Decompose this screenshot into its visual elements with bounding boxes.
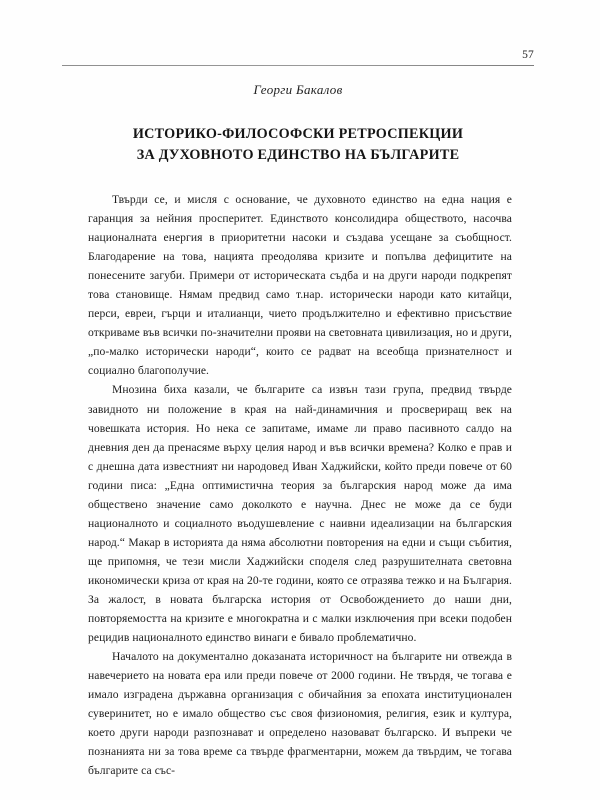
paragraph: Мнозина биха казали, че българите са извън тази група, предвид твърде завидното ни положение в края на най-динамичния и просвериращ век на човешката история. Но нека се запитаме, имаме ли право пасивното салдо на дневния ден да пренасяме върху целия народ и във всички времена? Колко е прав и с днешна дата известният ни народовед Иван Хаджийски, който преди повече от 60 години писа: „Една оптимистична теория за българския народ може да има обществено значение само доколкото е научна. Днес не може да се буди националното и социалното въодушевление с наивни идеализации на българския народ.“ Макар в историята да няма абсолютни повторения на едни и същи събития, ще припомня, че тези мисли Хаджийски сподeля след разрушителната световна икономически криза от края на 20-те години, която се отразява тежко и на България. За жалост, в новата българска история от Освобождението до наши дни, повторяемостта на кризите е многократна и с малки изключения при всеки подобен рецидив националното единство винаги е бивало проблематично. bbox=[88, 383, 512, 645]
body-text bbox=[88, 190, 512, 780]
author-byline: Георги Бакалов bbox=[253, 82, 343, 97]
article-title-line-2: ЗА ДУХОВНОТО ЕДИНСТВО НА БЪЛГАРИТЕ bbox=[136, 146, 460, 163]
page-number: 57 bbox=[522, 49, 534, 61]
running-head bbox=[62, 48, 534, 74]
article-title bbox=[62, 124, 534, 165]
article-title-line-1: ИСТОРИКО-ФИЛОСОФСКИ РЕТРОСПЕКЦИИ bbox=[132, 126, 464, 142]
header-rule bbox=[62, 65, 534, 66]
paragraph: Твърди се, и мисля с основание, че духовното единство на една нация е гаранция за нейния просперитет. Единството консолидира обществото, насочва националната енергия в приоритетни насоки и създава усещане за съобщност. Благодарение на това, нацията преодолява кризите и попълва дефицитите на понесените загуби. Примери от историческата съдба и на други народи подкрепят това становище. Нямам предвид само т.нар. исторически народи като китайци, перси, евреи, гърци и италианци, чието продължително и ефективно присъствие откриваме във всички по-значителни прояви на световната цивилизация, но и други, „по-малко исторически народи“, които се радват на всеобща признателност и социално благополучие. bbox=[88, 193, 513, 378]
paragraph: Началото на документално доказаната историчност на българите ни отвежда в навечерието на новата ера или преди повече от 2000 години. Не твърдя, че тогава е имало изградена държавна организация с обичайния за епохата институционален суверинитет, но е имало общество със своя физиономия, религия, език и култура, което други народи разпознават и определено назовават българско. И въпреки че познанията ни за това време са твърде фрагментарни, можем да твърдим, че тогава българите са със- bbox=[88, 650, 512, 778]
